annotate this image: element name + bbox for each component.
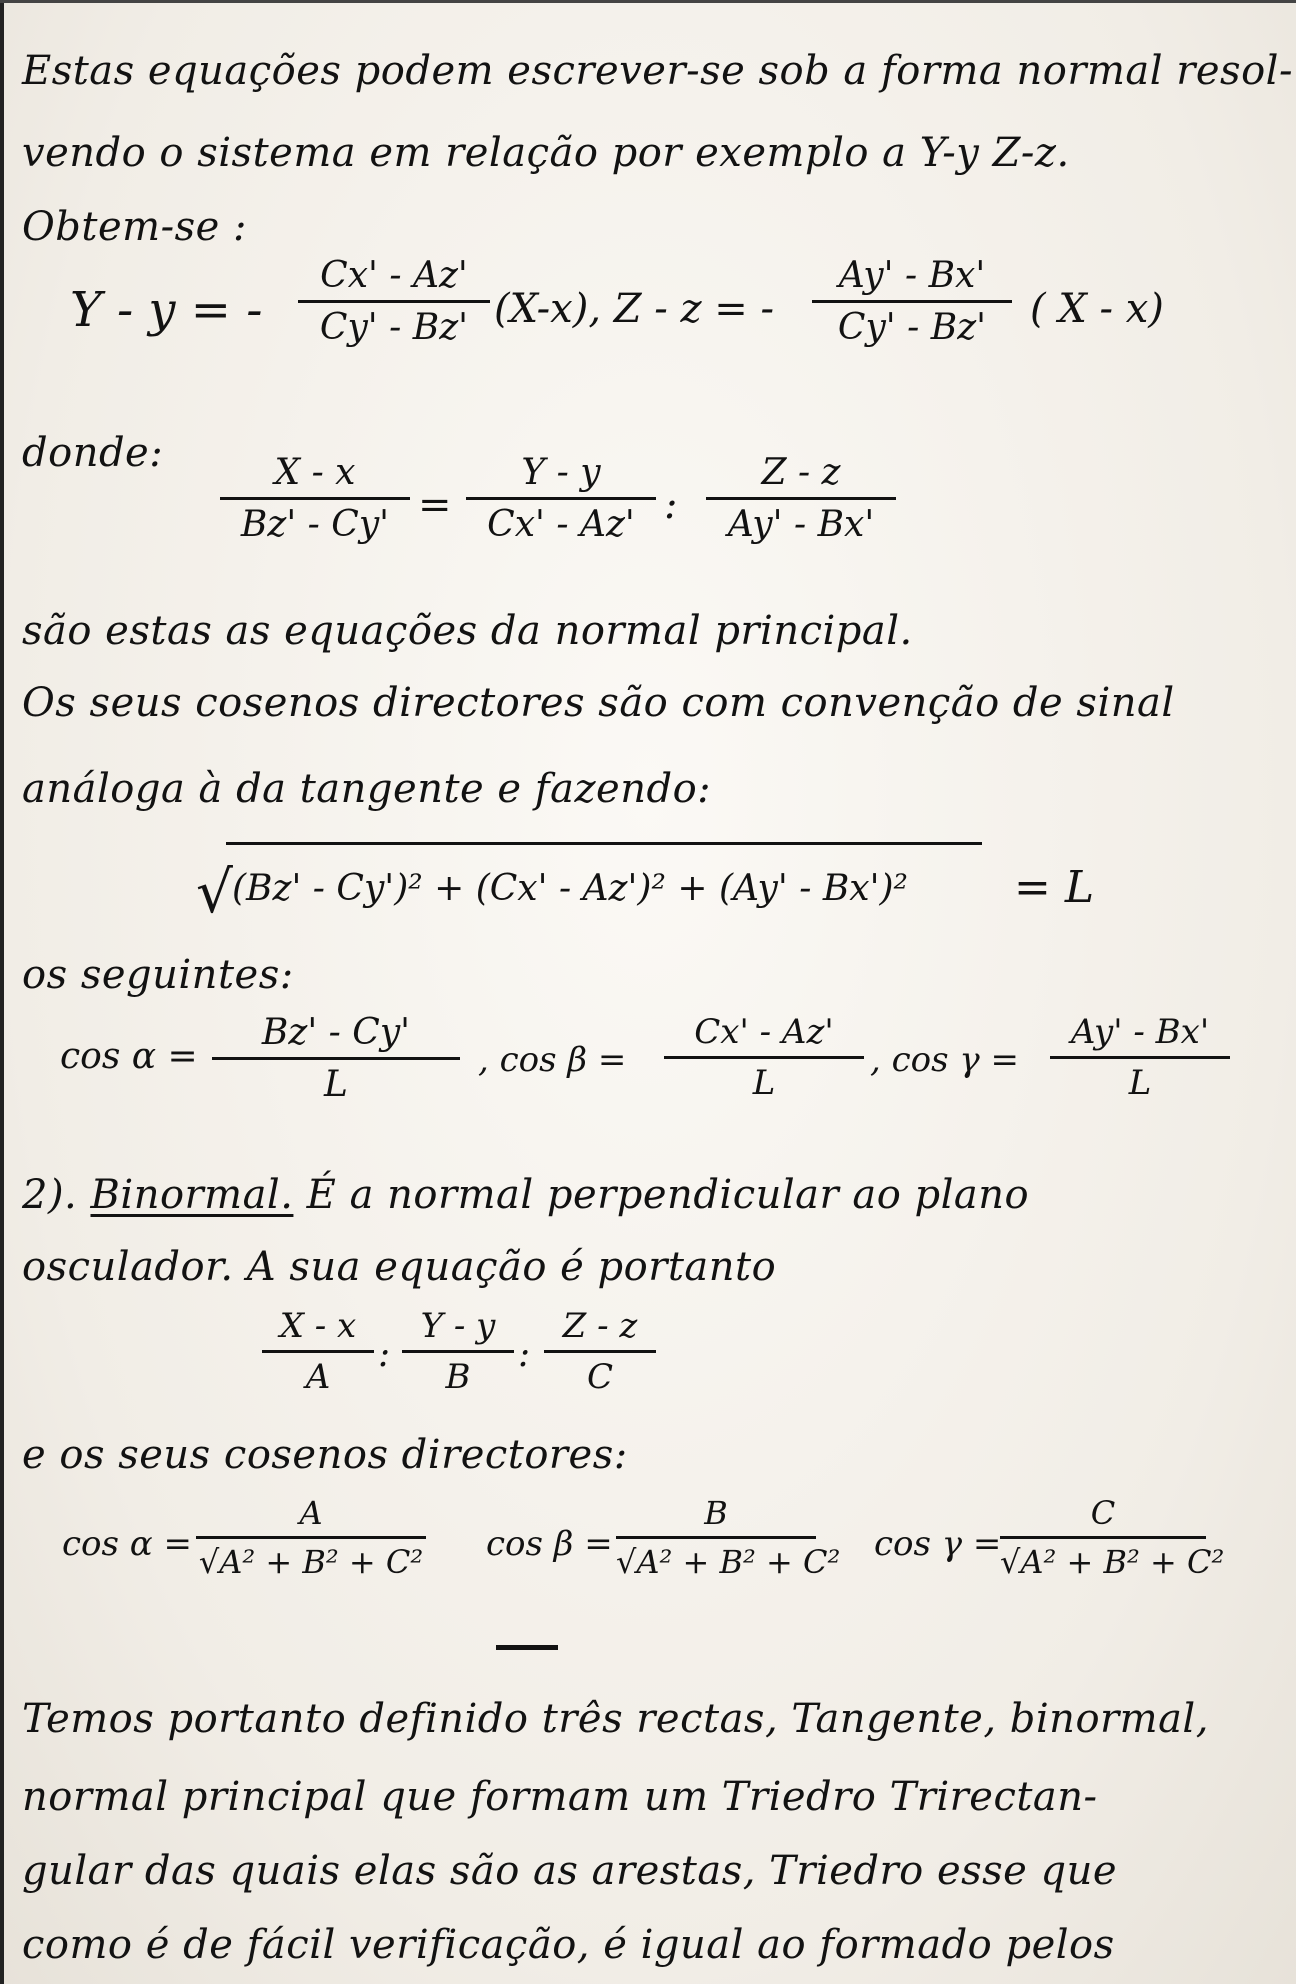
eq2-f3-numerator: Z - z bbox=[761, 452, 841, 493]
eq2-f1-denominator: Bz' - Cy' bbox=[240, 504, 390, 545]
eq1-f2-denominator: Cy' - Bz' bbox=[837, 307, 987, 348]
text-line-13: normal principal que formam um Triedro Trirectan- bbox=[22, 1774, 1098, 1820]
fraction-bar bbox=[1000, 1536, 1206, 1539]
eq4-fraction-2 bbox=[664, 1012, 864, 1103]
eq5-f1-numerator: X - x bbox=[279, 1306, 357, 1346]
equals-sign: = bbox=[418, 482, 452, 528]
fraction-bar bbox=[298, 300, 490, 303]
eq6-f2-numerator: B bbox=[704, 1494, 728, 1532]
eq4-cos-alpha-label: cos α = bbox=[60, 1036, 198, 1077]
fraction-bar bbox=[262, 1350, 374, 1353]
eq6-f1-denominator: √A² + B² + C² bbox=[198, 1543, 424, 1581]
eq3-radicand: (Bz' - Cy')² + (Cx' - Az')² + (Ay' - Bx')² bbox=[232, 868, 908, 909]
fraction-bar bbox=[706, 497, 896, 500]
eq1-rhs: ( X - x) bbox=[1030, 286, 1164, 332]
eq1-f1-numerator: Cx' - Az' bbox=[320, 255, 468, 296]
eq4-cos-gamma-label: , cos γ = bbox=[870, 1040, 1019, 1080]
eq5-f3-numerator: Z - z bbox=[562, 1306, 638, 1346]
colon-sign: : bbox=[518, 1334, 531, 1375]
binormal-number: 2). bbox=[22, 1172, 78, 1218]
eq5-f2-denominator: B bbox=[445, 1357, 471, 1397]
binormal-heading: Binormal. bbox=[90, 1172, 294, 1218]
square-root-icon: √ bbox=[196, 858, 233, 926]
eq1-lhs: Y - y = - bbox=[70, 282, 263, 338]
eq4-f1-denominator: L bbox=[324, 1064, 348, 1105]
eq3-rhs: = L bbox=[1014, 862, 1095, 913]
eq2-fraction-2 bbox=[466, 452, 656, 545]
eq6-cos-gamma-label: cos γ = bbox=[874, 1524, 1002, 1564]
text-line-6: Os seus cosenos directores são com convenção de sinal bbox=[22, 680, 1175, 726]
eq5-fraction-3 bbox=[544, 1306, 656, 1397]
eq4-fraction-3 bbox=[1050, 1012, 1230, 1103]
text-line-15: como é de fácil verificação, é igual ao formado pelos bbox=[22, 1922, 1115, 1968]
text-line-10: osculador. A sua equação é portanto bbox=[22, 1244, 777, 1290]
text-line-14: gular das quais elas são as arestas, Triedro esse que bbox=[22, 1848, 1118, 1894]
eq6-cos-beta-label: cos β = bbox=[486, 1524, 613, 1564]
eq6-f3-denominator: √A² + B² + C² bbox=[1000, 1543, 1225, 1581]
fraction-bar bbox=[1050, 1056, 1230, 1059]
eq4-f3-numerator: Ay' - Bx' bbox=[1070, 1012, 1210, 1052]
eq2-f2-numerator: Y - y bbox=[521, 452, 601, 493]
fraction-bar bbox=[812, 300, 1012, 303]
eq6-fraction-2 bbox=[616, 1494, 841, 1581]
fraction-bar bbox=[212, 1057, 460, 1060]
eq6-fraction-1 bbox=[196, 1494, 426, 1581]
text-line-12: Temos portanto definido três rectas, Tangente, binormal, bbox=[22, 1696, 1209, 1742]
eq1-fraction-2 bbox=[812, 255, 1012, 348]
text-line-1: Estas equações podem escrever-se sob a forma normal resol- bbox=[22, 48, 1293, 94]
text-line-5: são estas as equações da normal principal. bbox=[22, 608, 913, 654]
eq4-fraction-1 bbox=[212, 1012, 460, 1105]
eq5-fraction-1 bbox=[262, 1306, 374, 1397]
eq2-fraction-1 bbox=[220, 452, 410, 545]
fraction-bar bbox=[220, 497, 410, 500]
eq6-f2-denominator: √A² + B² + C² bbox=[616, 1543, 841, 1581]
square-root-bar bbox=[226, 842, 982, 845]
binormal-text: É a normal perpendicular ao plano bbox=[293, 1172, 1030, 1218]
text-line-9 bbox=[22, 1172, 1029, 1218]
fraction-bar bbox=[466, 497, 656, 500]
eq4-f2-denominator: L bbox=[752, 1063, 776, 1103]
page-edge-left bbox=[0, 0, 4, 1984]
fraction-bar bbox=[616, 1536, 816, 1539]
text-line-8: os seguintes: bbox=[22, 952, 294, 998]
eq6-fraction-3 bbox=[1000, 1494, 1225, 1581]
eq4-cos-beta-label: , cos β = bbox=[478, 1040, 627, 1080]
text-line-7: análoga à da tangente e fazendo: bbox=[22, 766, 712, 812]
eq2-fraction-3 bbox=[706, 452, 896, 545]
eq6-f1-numerator: A bbox=[299, 1494, 323, 1532]
eq5-f3-denominator: C bbox=[586, 1357, 613, 1397]
eq4-f2-numerator: Cx' - Az' bbox=[694, 1012, 834, 1052]
text-line-11: e os seus cosenos directores: bbox=[22, 1432, 628, 1478]
text-line-3: Obtem-se : bbox=[22, 204, 247, 250]
colon-sign: : bbox=[664, 482, 678, 528]
eq4-f3-denominator: L bbox=[1128, 1063, 1152, 1103]
eq1-middle: (X-x), Z - z = - bbox=[494, 286, 775, 332]
eq6-cos-alpha-label: cos α = bbox=[62, 1524, 193, 1564]
eq5-f1-denominator: A bbox=[305, 1357, 331, 1397]
fraction-bar bbox=[196, 1536, 426, 1539]
eq5-fraction-2 bbox=[402, 1306, 514, 1397]
eq6-f3-numerator: C bbox=[1090, 1494, 1116, 1532]
page-edge-top bbox=[0, 0, 1296, 3]
eq1-fraction-1 bbox=[298, 255, 490, 348]
fraction-bar bbox=[544, 1350, 656, 1353]
section-separator bbox=[496, 1645, 558, 1650]
eq1-f2-numerator: Ay' - Bx' bbox=[838, 255, 986, 296]
fraction-bar bbox=[664, 1056, 864, 1059]
donde-label: donde: bbox=[22, 430, 164, 476]
fraction-bar bbox=[402, 1350, 514, 1353]
eq2-f2-denominator: Cx' - Az' bbox=[487, 504, 635, 545]
eq5-f2-numerator: Y - y bbox=[420, 1306, 496, 1346]
eq1-f1-denominator: Cy' - Bz' bbox=[319, 307, 469, 348]
text-line-2: vendo o sistema em relação por exemplo a Y-y Z-z. bbox=[22, 130, 1070, 176]
eq4-f1-numerator: Bz' - Cy' bbox=[261, 1012, 411, 1053]
eq2-f1-numerator: X - x bbox=[274, 452, 356, 493]
colon-sign: : bbox=[378, 1334, 391, 1375]
eq2-f3-denominator: Ay' - Bx' bbox=[727, 504, 875, 545]
